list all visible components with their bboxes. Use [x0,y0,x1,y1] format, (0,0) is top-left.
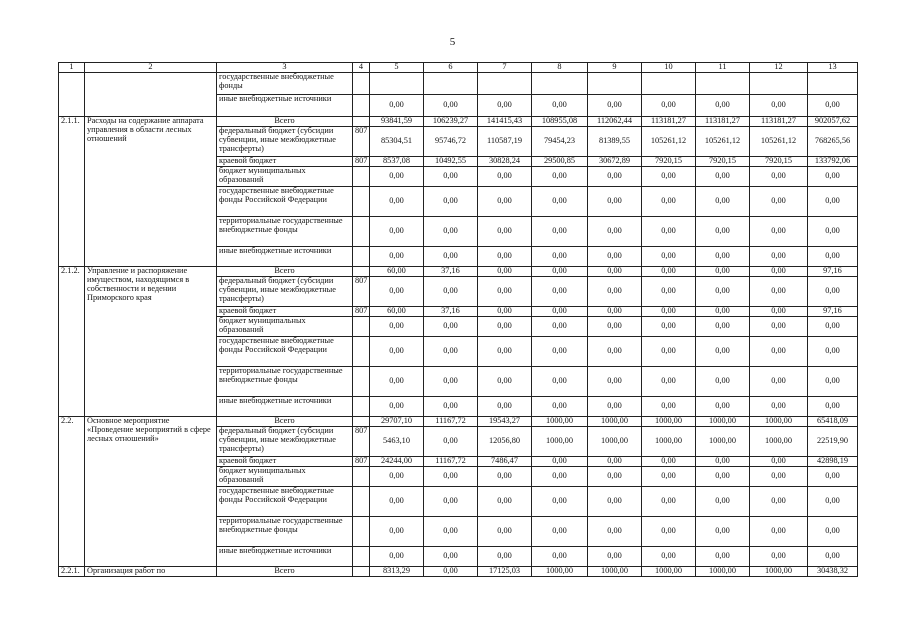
total-label: Всего [217,267,353,277]
value-cell: 1000,00 [532,427,588,457]
funding-source: территориальные государственные внебюджетные фонды [217,217,353,247]
value-cell: 0,00 [642,247,696,267]
value-cell: 0,00 [370,95,424,117]
table-row [59,417,858,427]
value-cell: 0,00 [478,217,532,247]
value-cell: 0,00 [588,187,642,217]
value-cell: 0,00 [588,457,642,467]
value-cell: 0,00 [532,277,588,307]
value-cell: 0,00 [478,307,532,317]
value-cell: 5463,10 [370,427,424,457]
budget-code [353,467,370,487]
funding-source: иные внебюджетные источники [217,547,353,567]
column-number: 11 [696,63,750,73]
value-cell: 0,00 [808,397,858,417]
value-cell: 141415,43 [478,117,532,127]
value-cell: 11167,72 [424,457,478,467]
value-cell: 0,00 [478,337,532,367]
table-row [59,567,858,577]
value-cell: 0,00 [532,367,588,397]
funding-source: бюджет муниципальных образований [217,167,353,187]
funding-source: бюджет муниципальных образований [217,317,353,337]
funding-source: иные внебюджетные источники [217,95,353,117]
value-cell: 0,00 [532,457,588,467]
budget-code: 807 [353,277,370,307]
value-cell: 0,00 [588,277,642,307]
value-cell: 12056,80 [478,427,532,457]
value-cell: 0,00 [370,317,424,337]
value-cell: 0,00 [478,487,532,517]
budget-code [353,397,370,417]
item-name: Организация работ по [85,567,217,577]
column-number: 7 [478,63,532,73]
value-cell: 0,00 [696,95,750,117]
value-cell: 0,00 [808,217,858,247]
item-name: Расходы на содержание аппарата управления в области лесных отношений [85,117,217,267]
value-cell: 0,00 [750,187,808,217]
value-cell: 0,00 [478,187,532,217]
value-cell: 0,00 [808,95,858,117]
item-name: Управление и распоряжение имуществом, находящимся в собственности и ведении Приморского края [85,267,217,417]
value-cell: 0,00 [696,517,750,547]
value-cell: 85304,51 [370,127,424,157]
value-cell: 1000,00 [588,417,642,427]
budget-code [353,517,370,547]
value-cell: 8537,08 [370,157,424,167]
value-cell: 0,00 [478,95,532,117]
value-cell: 0,00 [532,95,588,117]
budget-code [353,73,370,95]
funding-source: иные внебюджетные источники [217,397,353,417]
value-cell: 0,00 [424,567,478,577]
item-code: 2.1.2. [59,267,85,417]
value-cell: 0,00 [588,267,642,277]
value-cell: 0,00 [750,277,808,307]
value-cell: 0,00 [370,547,424,567]
value-cell: 1000,00 [588,427,642,457]
item-code [59,73,85,117]
value-cell: 0,00 [424,247,478,267]
value-cell: 0,00 [532,467,588,487]
total-label: Всего [217,417,353,427]
item-name [85,73,217,117]
value-cell: 0,00 [478,277,532,307]
value-cell: 108955,08 [532,117,588,127]
value-cell: 7920,15 [642,157,696,167]
value-cell: 0,00 [424,517,478,547]
funding-source: территориальные государственные внебюджетные фонды [217,517,353,547]
value-cell: 0,00 [532,267,588,277]
column-number: 4 [353,63,370,73]
column-number: 6 [424,63,478,73]
funding-source: государственные внебюджетные фонды Российской Федерации [217,187,353,217]
value-cell: 0,00 [642,517,696,547]
item-code: 2.2. [59,417,85,567]
value-cell: 30828,24 [478,157,532,167]
value-cell: 1000,00 [750,427,808,457]
value-cell: 0,00 [750,267,808,277]
value-cell: 29707,10 [370,417,424,427]
value-cell: 0,00 [642,317,696,337]
budget-code [353,187,370,217]
value-cell: 0,00 [588,95,642,117]
value-cell: 0,00 [642,95,696,117]
value-cell: 0,00 [424,317,478,337]
value-cell: 1000,00 [696,417,750,427]
value-cell: 0,00 [588,337,642,367]
value-cell: 0,00 [424,337,478,367]
value-cell: 105261,12 [696,127,750,157]
value-cell: 0,00 [588,397,642,417]
value-cell: 0,00 [642,457,696,467]
value-cell: 0,00 [750,247,808,267]
value-cell [424,73,478,95]
value-cell: 0,00 [588,467,642,487]
value-cell: 0,00 [370,217,424,247]
value-cell: 17125,03 [478,567,532,577]
value-cell: 110587,19 [478,127,532,157]
value-cell: 0,00 [750,95,808,117]
value-cell: 0,00 [370,187,424,217]
value-cell: 113181,27 [642,117,696,127]
value-cell: 113181,27 [750,117,808,127]
value-cell: 0,00 [642,487,696,517]
value-cell: 0,00 [370,467,424,487]
value-cell: 0,00 [588,367,642,397]
value-cell: 1000,00 [642,427,696,457]
value-cell: 0,00 [424,95,478,117]
value-cell: 30438,32 [808,567,858,577]
value-cell: 1000,00 [750,417,808,427]
value-cell: 1000,00 [532,417,588,427]
value-cell: 93841,59 [370,117,424,127]
value-cell: 0,00 [750,317,808,337]
value-cell: 0,00 [588,307,642,317]
value-cell: 0,00 [478,517,532,547]
column-number: 9 [588,63,642,73]
item-code: 2.1.1. [59,117,85,267]
value-cell [808,73,858,95]
budget-code [353,567,370,577]
value-cell: 10492,55 [424,157,478,167]
value-cell: 0,00 [696,247,750,267]
funding-source: государственные внебюджетные фонды Российской Федерации [217,337,353,367]
value-cell: 0,00 [750,397,808,417]
column-number: 3 [217,63,353,73]
value-cell: 8313,29 [370,567,424,577]
value-cell: 0,00 [696,217,750,247]
value-cell: 0,00 [696,267,750,277]
value-cell: 0,00 [696,547,750,567]
value-cell: 0,00 [696,187,750,217]
column-number: 10 [642,63,696,73]
value-cell: 79454,23 [532,127,588,157]
value-cell: 0,00 [808,517,858,547]
value-cell [696,73,750,95]
value-cell: 0,00 [750,167,808,187]
value-cell: 0,00 [532,167,588,187]
column-number: 12 [750,63,808,73]
value-cell: 0,00 [478,467,532,487]
value-cell: 0,00 [478,267,532,277]
value-cell: 0,00 [642,467,696,487]
value-cell: 105261,12 [750,127,808,157]
value-cell: 0,00 [532,397,588,417]
value-cell [642,73,696,95]
value-cell: 0,00 [532,217,588,247]
value-cell [370,73,424,95]
budget-code [353,367,370,397]
value-cell: 0,00 [478,547,532,567]
value-cell: 30672,89 [588,157,642,167]
value-cell: 0,00 [588,247,642,267]
value-cell: 0,00 [696,307,750,317]
value-cell: 97,16 [808,267,858,277]
value-cell: 0,00 [750,337,808,367]
value-cell: 0,00 [808,337,858,367]
item-code: 2.2.1. [59,567,85,577]
value-cell: 0,00 [424,217,478,247]
value-cell: 0,00 [424,427,478,457]
value-cell: 0,00 [478,317,532,337]
value-cell: 0,00 [750,217,808,247]
value-cell: 0,00 [424,487,478,517]
value-cell: 0,00 [750,547,808,567]
value-cell: 0,00 [424,167,478,187]
value-cell: 0,00 [696,467,750,487]
value-cell: 7920,15 [750,157,808,167]
value-cell: 113181,27 [696,117,750,127]
value-cell: 0,00 [808,467,858,487]
value-cell: 0,00 [424,277,478,307]
value-cell: 65418,09 [808,417,858,427]
value-cell: 0,00 [696,397,750,417]
funding-source: краевой бюджет [217,307,353,317]
value-cell: 0,00 [532,317,588,337]
table-row [59,117,858,127]
column-numbers-row [59,63,858,73]
value-cell: 0,00 [588,547,642,567]
funding-source: федеральный бюджет (субсидии субвенции, иные межбюджетные трансферты) [217,127,353,157]
value-cell: 42898,19 [808,457,858,467]
value-cell: 29500,85 [532,157,588,167]
item-name: Основное мероприятие «Проведение мероприятий в сфере лесных отношений» [85,417,217,567]
value-cell: 22519,90 [808,427,858,457]
budget-code [353,337,370,367]
value-cell: 0,00 [750,517,808,547]
value-cell: 902057,62 [808,117,858,127]
budget-code [353,167,370,187]
value-cell: 0,00 [808,367,858,397]
value-cell: 0,00 [424,367,478,397]
value-cell: 0,00 [532,247,588,267]
value-cell: 0,00 [532,337,588,367]
value-cell: 105261,12 [642,127,696,157]
budget-code: 807 [353,157,370,167]
value-cell: 0,00 [532,307,588,317]
value-cell: 133792,06 [808,157,858,167]
funding-source: государственные внебюджетные фонды [217,73,353,95]
value-cell: 0,00 [588,317,642,337]
value-cell: 0,00 [642,337,696,367]
value-cell: 19543,27 [478,417,532,427]
value-cell: 0,00 [750,467,808,487]
value-cell: 0,00 [370,397,424,417]
value-cell: 1000,00 [642,417,696,427]
total-label: Всего [217,567,353,577]
budget-code: 807 [353,307,370,317]
value-cell: 0,00 [808,547,858,567]
value-cell: 0,00 [478,247,532,267]
value-cell: 0,00 [696,277,750,307]
value-cell: 37,16 [424,307,478,317]
funding-source: государственные внебюджетные фонды Российской Федерации [217,487,353,517]
value-cell: 0,00 [370,517,424,547]
value-cell: 0,00 [424,467,478,487]
value-cell: 0,00 [642,167,696,187]
value-cell [750,73,808,95]
value-cell: 0,00 [588,487,642,517]
value-cell: 0,00 [424,547,478,567]
value-cell: 0,00 [808,317,858,337]
value-cell: 95746,72 [424,127,478,157]
column-number: 2 [85,63,217,73]
budget-code [353,417,370,427]
value-cell: 0,00 [808,487,858,517]
value-cell: 0,00 [370,247,424,267]
value-cell: 0,00 [532,187,588,217]
value-cell: 24244,00 [370,457,424,467]
budget-code [353,317,370,337]
value-cell: 112062,44 [588,117,642,127]
funding-source: краевой бюджет [217,157,353,167]
budget-code [353,95,370,117]
total-label: Всего [217,117,353,127]
value-cell: 0,00 [808,187,858,217]
value-cell: 0,00 [642,307,696,317]
value-cell: 0,00 [478,167,532,187]
value-cell: 0,00 [642,277,696,307]
value-cell: 0,00 [424,187,478,217]
value-cell: 0,00 [750,457,808,467]
value-cell: 0,00 [696,337,750,367]
value-cell: 11167,72 [424,417,478,427]
budget-code [353,247,370,267]
value-cell: 1000,00 [532,567,588,577]
budget-code [353,547,370,567]
budget-code [353,487,370,517]
value-cell: 1000,00 [696,567,750,577]
value-cell: 0,00 [696,317,750,337]
value-cell: 0,00 [532,487,588,517]
value-cell: 0,00 [478,367,532,397]
value-cell: 0,00 [370,337,424,367]
budget-code: 807 [353,127,370,157]
value-cell: 7486,47 [478,457,532,467]
value-cell [588,73,642,95]
value-cell: 1000,00 [588,567,642,577]
budget-code [353,217,370,247]
column-number: 8 [532,63,588,73]
value-cell: 0,00 [696,487,750,517]
funding-source: бюджет муниципальных образований [217,467,353,487]
value-cell: 0,00 [642,547,696,567]
funding-source: федеральный бюджет (субсидии субвенции, иные межбюджетные трансферты) [217,277,353,307]
value-cell: 1000,00 [696,427,750,457]
budget-code: 807 [353,457,370,467]
column-number: 5 [370,63,424,73]
table-row [59,73,858,95]
value-cell: 97,16 [808,307,858,317]
value-cell: 7920,15 [696,157,750,167]
value-cell: 0,00 [750,367,808,397]
page-number: 5 [449,36,456,48]
value-cell: 0,00 [588,517,642,547]
value-cell: 37,16 [424,267,478,277]
value-cell: 0,00 [750,307,808,317]
value-cell: 0,00 [370,367,424,397]
value-cell: 0,00 [478,397,532,417]
funding-source: территориальные государственные внебюджетные фонды [217,367,353,397]
budget-table [58,62,858,577]
value-cell: 81389,55 [588,127,642,157]
value-cell: 0,00 [808,167,858,187]
funding-source: иные внебюджетные источники [217,247,353,267]
value-cell: 0,00 [642,397,696,417]
funding-source: краевой бюджет [217,457,353,467]
value-cell: 0,00 [808,247,858,267]
value-cell [532,73,588,95]
value-cell: 0,00 [370,487,424,517]
value-cell: 0,00 [642,267,696,277]
value-cell: 0,00 [424,397,478,417]
value-cell: 0,00 [642,217,696,247]
value-cell: 768265,56 [808,127,858,157]
value-cell [478,73,532,95]
value-cell: 0,00 [588,167,642,187]
value-cell: 0,00 [532,517,588,547]
value-cell: 0,00 [642,367,696,397]
value-cell: 0,00 [696,457,750,467]
table-row [59,267,858,277]
budget-code [353,267,370,277]
value-cell: 60,00 [370,307,424,317]
value-cell: 0,00 [696,167,750,187]
value-cell: 60,00 [370,267,424,277]
value-cell: 1000,00 [642,567,696,577]
funding-source: федеральный бюджет (субсидии субвенции, иные межбюджетные трансферты) [217,427,353,457]
value-cell: 1000,00 [750,567,808,577]
value-cell: 0,00 [696,367,750,397]
column-number: 1 [59,63,85,73]
value-cell: 106239,27 [424,117,478,127]
budget-code [353,117,370,127]
value-cell: 0,00 [370,277,424,307]
value-cell: 0,00 [370,167,424,187]
value-cell: 0,00 [588,217,642,247]
value-cell: 0,00 [642,187,696,217]
value-cell: 0,00 [532,547,588,567]
value-cell: 0,00 [808,277,858,307]
budget-code: 807 [353,427,370,457]
column-number: 13 [808,63,858,73]
value-cell: 0,00 [750,487,808,517]
